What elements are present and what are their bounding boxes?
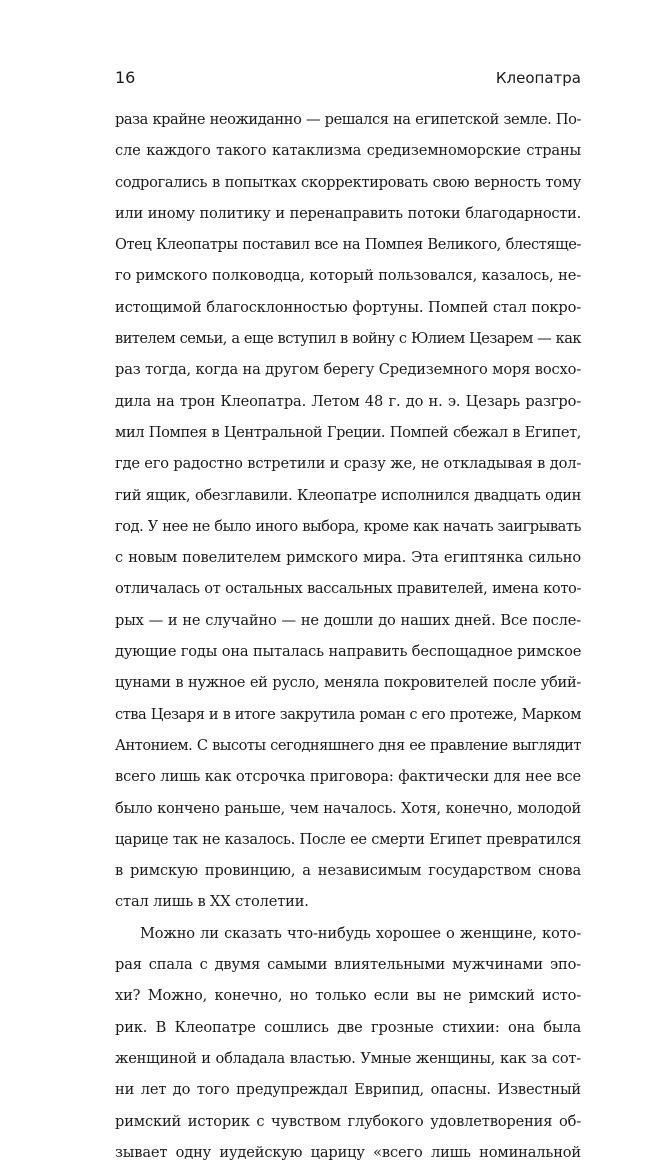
text-line: раз тогда, когда на другом берегу Средиземного моря восхо- xyxy=(115,361,581,379)
text-line: цунами в нужное ей русло, меняла покровителей после убий- xyxy=(115,674,581,692)
text-line: стал лишь в XX столетии. xyxy=(115,893,309,911)
text-line: Антонием. С высоты сегодняшнего дня ее правление выглядит xyxy=(115,736,581,754)
text-line: ства Цезаря и в итоге закрутила роман с его протеже, Марком xyxy=(115,705,581,723)
text-line: царице так не казалось. После ее смерти Египет превратился xyxy=(115,830,581,848)
text-line: с новым повелителем римского мира. Эта египтянка сильно xyxy=(115,549,581,567)
body-text xyxy=(115,104,581,1168)
text-line: зывает одну иудейскую царицу «всего лишь номинальной xyxy=(115,1143,581,1161)
text-line: раза крайне неожиданно — решался на египетской земле. По- xyxy=(115,111,581,128)
text-line: го римского полководца, который пользовался, казалось, не- xyxy=(115,267,581,285)
text-line: или иному политику и перенаправить потоки благодарности. xyxy=(115,204,581,222)
text-line: рых — и не случайно — не дошли до наших дней. Все после- xyxy=(115,611,581,629)
text-line: Отец Клеопатры поставил все на Помпея Великого, блестяще- xyxy=(115,236,581,254)
text-line: содрогались в попытках скорректировать свою верность тому xyxy=(115,173,581,191)
text-line: рая спала с двумя самыми влиятельными мужчинами эпо- xyxy=(115,956,581,974)
text-line: рик. В Клеопатре сошлись две грозные стихии: она была xyxy=(115,1018,581,1036)
text-line: ни лет до того предупреждал Еврипид, опасны. Известный xyxy=(115,1081,581,1099)
text-line: гий ящик, обезглавили. Клеопатре исполнился двадцать один xyxy=(115,486,581,504)
text-line: было кончено раньше, чем началось. Хотя, конечно, молодой xyxy=(115,799,581,817)
text-line: Можно ли сказать что-нибудь хорошее о женщине, кото- xyxy=(140,924,581,942)
text-line: вителем семьи, а еще вступил в войну с Юлием Цезарем — как xyxy=(115,330,581,348)
text-line: хи? Можно, конечно, но только если вы не римский исто- xyxy=(115,987,581,1005)
text-line: истощимой благосклонностью фортуны. Помпей стал покро- xyxy=(115,298,581,316)
text-line: сле каждого такого катаклизма средиземноморские страны xyxy=(115,142,581,160)
text-line: отличалась от остальных вассальных правителей, имена кото- xyxy=(115,580,581,598)
text-line: римский историк с чувством глубокого удовлетворения об- xyxy=(115,1112,581,1130)
page-header xyxy=(115,66,581,90)
text-line: где его радостно встретили и сразу же, не откладывая в дол- xyxy=(115,455,582,473)
text-line: год. У нее не было иного выбора, кроме как начать заигрывать xyxy=(115,517,581,535)
text-line: дующие годы она пыталась направить беспощадное римское xyxy=(115,643,582,661)
text-line: дила на трон Клеопатра. Летом 48 г. до н. э. Цезарь разгро- xyxy=(115,392,581,410)
text-line: женщиной и обладала властью. Умные женщины, как за сот- xyxy=(115,1049,581,1067)
text-line: в римскую провинцию, а независимым государством снова xyxy=(115,862,581,880)
text-line: мил Помпея в Центральной Греции. Помпей сбежал в Египет, xyxy=(115,423,581,441)
text-line: всего лишь как отсрочка приговора: фактически для нее все xyxy=(115,768,581,786)
running-title: Клеопатра xyxy=(495,69,581,87)
page-number: 16 xyxy=(115,68,136,87)
